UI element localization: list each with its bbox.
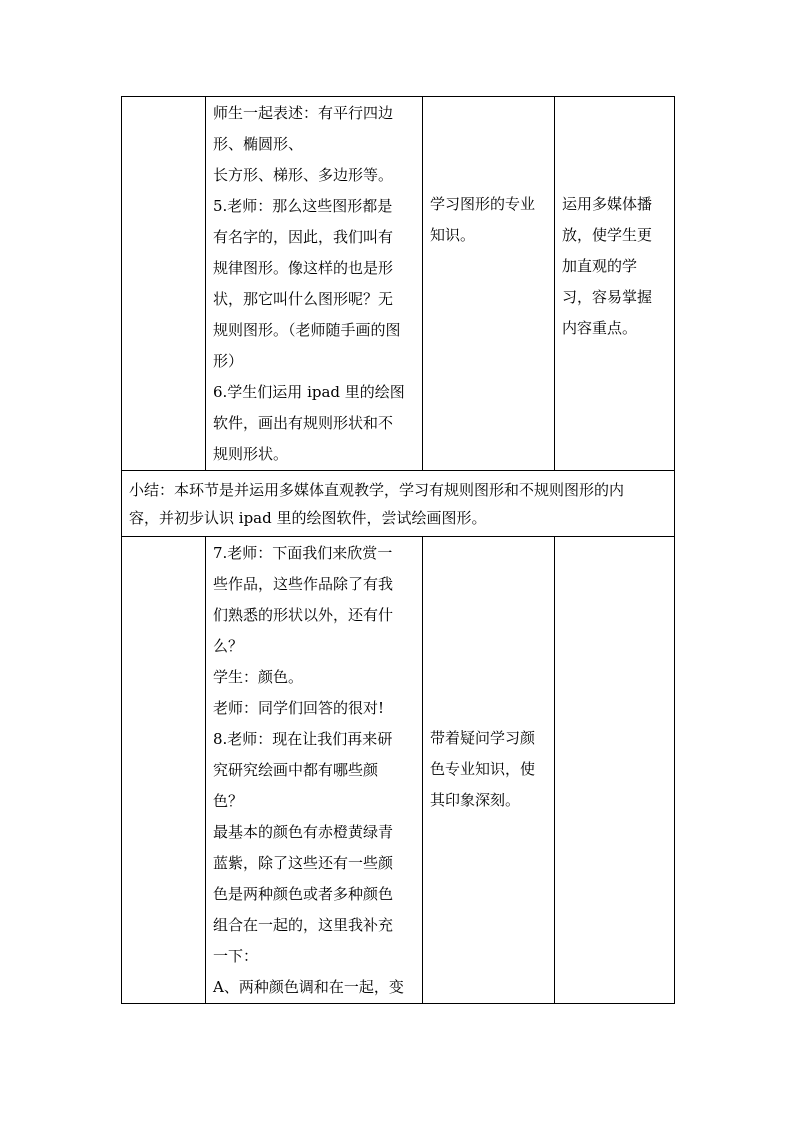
lesson-plan-table (121, 96, 675, 1004)
activity-text (430, 723, 548, 816)
text-line: 规则形状。 (213, 445, 289, 463)
text-line: 形） (213, 352, 244, 370)
text-line: 规则图形。（老师随手画的图 (213, 321, 401, 339)
text-line: 们熟悉的形状以外，还有什 (213, 606, 394, 624)
text-line: 习，容易掌握 (562, 288, 653, 306)
summary-row (122, 471, 675, 537)
text-line: 加直观的学 (562, 257, 638, 275)
activity-text (430, 189, 548, 251)
process-text (206, 537, 422, 1003)
text-line: 色？ (213, 792, 244, 810)
text-line: 有名字的，因此，我们叫有 (213, 228, 394, 246)
table-cell-student-activity (423, 97, 555, 471)
table-cell-empty (122, 537, 206, 1004)
text-line: 知识。 (430, 226, 476, 244)
text-line: 小结：本环节是并运用多媒体直观教学，学习有规则图形和不规则图形的内 (129, 481, 625, 499)
text-line: 8.老师：现在让我们再来研 (213, 730, 393, 748)
text-line: 最基本的颜色有赤橙黄绿青 (213, 823, 394, 841)
text-line: 放，使学生更 (562, 226, 653, 244)
text-line: 形、椭圆形、 (213, 135, 304, 153)
text-line: A、两种颜色调和在一起，变 (213, 978, 404, 996)
table-cell-teaching-process (206, 537, 423, 1004)
text-line: 内容重点。 (562, 319, 638, 337)
text-line: 软件，画出有规则形状和不 (213, 414, 394, 432)
text-line: 学生：颜色。 (213, 668, 304, 686)
text-line: 状，那它叫什么图形呢？无 (213, 290, 394, 308)
text-line: 色专业知识，使 (430, 760, 536, 778)
text-line: 6.学生们运用 ipad 里的绘图 (213, 383, 405, 401)
text-line: 蓝紫，除了这些还有一些颜 (213, 854, 394, 872)
intent-text (562, 189, 668, 344)
table-row (122, 97, 675, 471)
text-line: 其印象深刻。 (430, 791, 521, 809)
table-cell-design-intent (555, 97, 675, 471)
table-row (122, 537, 675, 1004)
text-line: 容，并初步认识 ipad 里的绘图软件，尝试绘画图形。 (129, 509, 487, 527)
text-line: 组合在一起的，这里我补充 (213, 916, 394, 934)
text-line: 些作品，这些作品除了有我 (213, 575, 394, 593)
text-line: 么？ (213, 637, 244, 655)
text-line: 一下： (213, 947, 259, 965)
table-cell-student-activity (423, 537, 555, 1004)
text-line: 究研究绘画中都有哪些颜 (213, 761, 379, 779)
table-cell-empty (122, 97, 206, 471)
text-line: 学习图形的专业 (430, 195, 536, 213)
text-line: 师生一起表述：有平行四边 (213, 104, 394, 122)
text-line: 7.老师：下面我们来欣赏一 (213, 544, 393, 562)
text-line: 规律图形。像这样的也是形 (213, 259, 394, 277)
text-line: 长方形、梯形、多边形等。 (213, 166, 394, 184)
text-line: 5.老师：那么这些图形都是 (213, 197, 393, 215)
process-text (206, 97, 422, 470)
table-cell-teaching-process (206, 97, 423, 471)
text-line: 带着疑问学习颜 (430, 729, 536, 747)
text-line: 色是两种颜色或者多种颜色 (213, 885, 394, 903)
summary-cell (122, 471, 675, 537)
text-line: 运用多媒体播 (562, 195, 653, 213)
summary-text (122, 471, 674, 536)
text-line: 老师：同学们回答的很对! (213, 699, 385, 717)
table-cell-design-intent (555, 537, 675, 1004)
